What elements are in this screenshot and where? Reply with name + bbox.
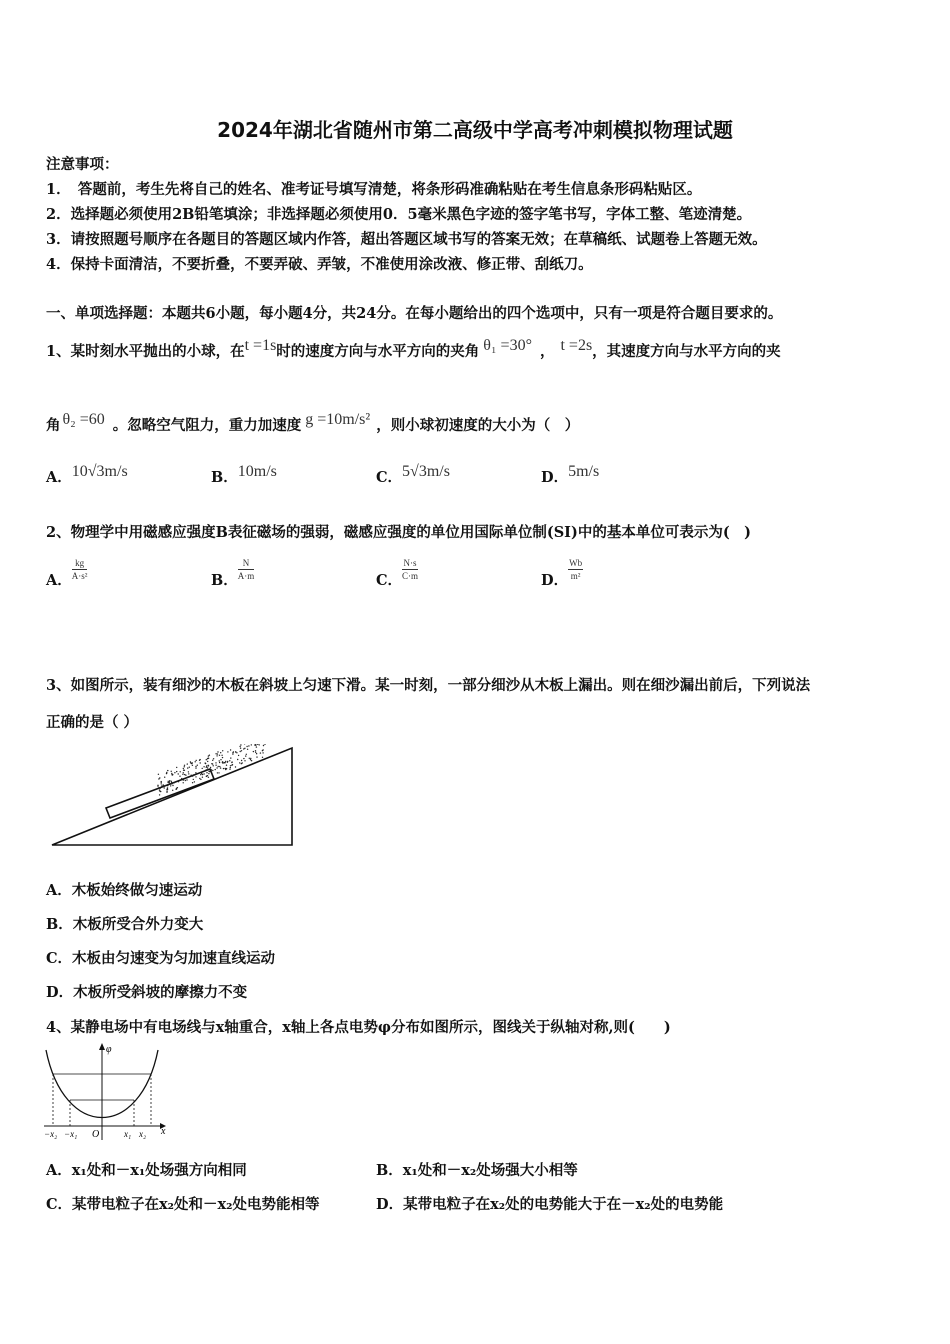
- sand-dot: [183, 768, 184, 769]
- notice-item-3: 3．请按照题号顺序在各题目的答题区域内作答，超出答题区域书写的答案无效；在草稿纸、试题卷上答题无效。: [46, 231, 767, 248]
- sand-dot: [245, 755, 246, 756]
- sand-dot: [249, 758, 250, 759]
- section-heading: 一、单项选择题：本题共6小题，每小题4分，共24分。在每小题给出的四个选项中，只有一项是符合题目要求的。: [46, 305, 783, 322]
- sand-dot: [172, 785, 173, 786]
- sand-dot: [171, 773, 172, 774]
- q2-option-b-den: A·m: [237, 571, 255, 581]
- q2-option-c-den: C·m: [402, 571, 419, 581]
- sand-dot: [179, 776, 180, 777]
- q1-option-c[interactable]: [376, 463, 450, 487]
- sand-dot: [167, 770, 168, 771]
- q1-math-g: g =10m/s²: [305, 411, 371, 428]
- sand-dot: [237, 759, 238, 760]
- q1-text-4: ，其速度方向与水平方向的夹: [592, 343, 781, 360]
- q4-option-c[interactable]: C．某带电粒子在x₂处和－x₂处电势能相等: [46, 1196, 320, 1213]
- q4-option-d[interactable]: D．某带电粒子在x₂处的电势能大于在－x₂处的电势能: [376, 1196, 724, 1213]
- q2-option-c-label: C．: [376, 572, 403, 589]
- sand-dot: [221, 755, 222, 756]
- sand-dot: [263, 745, 264, 746]
- sand-dot: [211, 770, 212, 771]
- sand-dot: [195, 772, 196, 773]
- sand-dot: [176, 771, 177, 772]
- sand-dot: [262, 757, 263, 758]
- q2-option-a-label: A．: [46, 572, 72, 589]
- sand-dot: [166, 790, 167, 791]
- sand-dot: [213, 758, 214, 759]
- sand-dot: [229, 769, 230, 770]
- sand-dot: [232, 753, 233, 754]
- sand-dot: [219, 760, 220, 761]
- x-label: x: [161, 1126, 166, 1137]
- sand-dot: [181, 778, 182, 779]
- sand-dot: [170, 785, 171, 786]
- sand-dot: [157, 785, 158, 786]
- sand-dot: [224, 762, 225, 763]
- sand-dot: [251, 744, 252, 745]
- sand-dot: [253, 751, 254, 752]
- sand-dot: [206, 769, 207, 770]
- sand-dot: [219, 766, 220, 767]
- sand-dot: [188, 776, 189, 777]
- q1-option-c-value: 5√3m/s: [402, 463, 450, 480]
- q3-option-c[interactable]: C．木板由匀速变为匀加速直线运动: [46, 950, 276, 967]
- sand-dot: [191, 775, 192, 776]
- sand-dot: [227, 751, 228, 752]
- sand-dot: [231, 761, 232, 762]
- sand-dot: [196, 773, 197, 774]
- sand-dot: [240, 744, 241, 745]
- incline-slope: [52, 748, 292, 845]
- sand-dot: [239, 746, 240, 747]
- sand-dot: [208, 773, 209, 774]
- wooden-board: [106, 769, 214, 818]
- q1-option-d-value: 5m/s: [568, 463, 600, 480]
- sand-dot: [184, 766, 185, 767]
- sand-dot: [212, 760, 213, 761]
- sand-dot: [247, 749, 248, 750]
- sand-dot: [229, 760, 230, 761]
- sand-dot: [200, 762, 201, 763]
- sand-dot: [218, 772, 219, 773]
- q2-option-b-fraction: [238, 557, 255, 582]
- sand-dot: [159, 794, 160, 795]
- sand-dot: [206, 765, 207, 766]
- sand-dot: [159, 777, 160, 778]
- notice-item-2: 2．选择题必须使用2B铅笔填涂；非选择题必须使用0．5毫米黑色字迹的签字笔书写，字体工整、笔迹清楚。: [46, 206, 752, 223]
- q1-math-theta1: θ₁ =30°: [483, 337, 532, 354]
- sand-dot: [244, 760, 245, 761]
- incline-figure: [48, 744, 298, 849]
- sand-dot: [158, 774, 159, 775]
- sand-dot: [159, 791, 160, 792]
- sand-dot: [241, 750, 242, 751]
- sand-dot: [188, 771, 189, 772]
- q4-option-b[interactable]: B．x₁处和－x₂处场强大小相等: [376, 1162, 578, 1179]
- sand-dot: [161, 785, 162, 786]
- sand-dot: [230, 765, 231, 766]
- sand-dot: [202, 777, 203, 778]
- sand-dot: [215, 769, 216, 770]
- sand-dot: [230, 749, 231, 750]
- sand-dot: [232, 752, 233, 753]
- sand-dot: [217, 751, 218, 752]
- sand-dot: [235, 766, 236, 767]
- q3-stem-line2: 正确的是（ ）: [46, 714, 139, 731]
- potential-graph: [40, 1040, 170, 1145]
- q1-option-c-label: C．: [376, 469, 403, 486]
- sand-dot: [262, 752, 263, 753]
- sand-dot: [242, 762, 243, 763]
- q2-option-b-label: B．: [211, 572, 238, 589]
- sand-dot: [246, 746, 247, 747]
- neg-x2-label: −x₂: [44, 1129, 58, 1139]
- sand-dot: [208, 777, 209, 778]
- sand-dot: [230, 767, 231, 768]
- q1-text-5: 角: [46, 417, 61, 434]
- sand-dot: [240, 748, 241, 749]
- sand-dot: [201, 773, 202, 774]
- q2-option-d-num: Wb: [569, 558, 583, 568]
- sand-dot: [184, 765, 185, 766]
- q1-option-a-value: 10√3m/s: [71, 463, 128, 480]
- sand-dot: [196, 760, 197, 761]
- sand-dot: [187, 767, 188, 768]
- sand-dot: [183, 772, 184, 773]
- sand-dot: [246, 754, 247, 755]
- sand-dot: [168, 781, 169, 782]
- q1-option-d[interactable]: [541, 463, 600, 487]
- sand-dot: [213, 765, 214, 766]
- q1-math-t2: t =2s: [560, 337, 593, 354]
- sand-dot: [206, 767, 207, 768]
- q1-stem-line2: [46, 411, 580, 435]
- sand-dot: [174, 782, 175, 783]
- sand-dot: [208, 765, 209, 766]
- sand-dot: [170, 784, 171, 785]
- sand-dot: [203, 773, 204, 774]
- q2-option-a-den: A·s²: [71, 571, 88, 581]
- sand-dot: [193, 779, 194, 780]
- q2-option-b-num: N: [238, 557, 255, 570]
- sand-dot: [195, 766, 196, 767]
- sand-dot: [194, 774, 195, 775]
- q3-option-b[interactable]: B．木板所受合外力变大: [46, 916, 204, 933]
- q1-option-a-label: A．: [46, 469, 72, 486]
- sand-dot: [217, 772, 218, 773]
- sand-dot: [222, 761, 223, 762]
- q3-option-a[interactable]: A．木板始终做匀速运动: [46, 882, 203, 899]
- q1-text-7: ，则小球初速度的大小为（ ）: [376, 417, 580, 434]
- sand-dot: [206, 759, 207, 760]
- q4-option-a[interactable]: A．x₁处和－x₁处场强方向相同: [46, 1162, 247, 1179]
- q2-option-d-label: D．: [541, 572, 569, 589]
- sand-dot: [200, 779, 201, 780]
- sand-dot: [225, 768, 226, 769]
- sand-dot: [178, 773, 179, 774]
- sand-dot: [207, 767, 208, 768]
- neg-x1-label: −x₁: [64, 1129, 78, 1139]
- sand-dot: [158, 787, 159, 788]
- q1-text-6: 。忽略空气阻力，重力加速度: [112, 417, 302, 434]
- sand-dot: [262, 750, 263, 751]
- q2-option-a[interactable]: [46, 558, 88, 590]
- sand-dot: [250, 759, 251, 760]
- q1-option-b[interactable]: [211, 463, 277, 487]
- sand-dot: [195, 776, 196, 777]
- sand-dot: [244, 744, 245, 745]
- sand-dot: [207, 761, 208, 762]
- sand-dot: [216, 767, 217, 768]
- sand-dot: [176, 788, 177, 789]
- sand-dot: [184, 770, 185, 771]
- sand-dot: [166, 773, 167, 774]
- sand-dot: [199, 778, 200, 779]
- notice-item-1: 1． 答题前，考生先将自己的姓名、准考证号填写清楚，将条形码准确粘贴在考生信息条形码粘贴区。: [46, 181, 702, 198]
- q2-option-a-num: kg: [72, 557, 88, 570]
- sand-dot: [189, 767, 190, 768]
- sand-dot: [202, 768, 203, 769]
- sand-dot: [215, 753, 216, 754]
- sand-dot: [205, 762, 206, 763]
- sand-dot: [210, 769, 211, 770]
- sand-dot: [194, 781, 195, 782]
- sand-dot: [169, 781, 170, 782]
- sand-dot: [241, 760, 242, 761]
- sand-dot: [248, 745, 249, 746]
- sand-dot: [180, 771, 181, 772]
- sand-dot: [222, 757, 223, 758]
- sand-dot: [208, 758, 209, 759]
- sand-dot: [183, 782, 184, 783]
- sand-dot: [192, 782, 193, 783]
- sand-dot: [227, 761, 228, 762]
- q1-text-2: 时的速度方向与水平方向的夹角: [276, 343, 480, 360]
- sand-dot: [167, 784, 168, 785]
- phi-label: φ: [106, 1044, 112, 1055]
- sand-dot: [251, 760, 252, 761]
- sand-dot: [212, 770, 213, 771]
- q1-option-a[interactable]: [46, 463, 128, 487]
- sand-dot: [254, 745, 255, 746]
- sand-dot: [164, 777, 165, 778]
- sand-dot: [192, 776, 193, 777]
- sand-dot: [209, 755, 210, 756]
- sand-dot: [223, 768, 224, 769]
- sand-dot: [220, 759, 221, 760]
- x2-label: x₂: [139, 1129, 147, 1139]
- sand-dot: [164, 787, 165, 788]
- sand-dot: [217, 753, 218, 754]
- sand-dot: [206, 775, 207, 776]
- sand-dot: [172, 790, 173, 791]
- sand-dot: [223, 762, 224, 763]
- sand-dot: [243, 758, 244, 759]
- sand-dot: [195, 767, 196, 768]
- sand-dot: [225, 761, 226, 762]
- q2-option-d-den: m²: [570, 571, 581, 581]
- q1-option-b-value: 10m/s: [237, 463, 277, 480]
- notice-heading: 注意事项：: [46, 156, 119, 173]
- sand-dot: [186, 779, 187, 780]
- q2-option-a-fraction: [72, 557, 88, 582]
- sand-dot: [182, 774, 183, 775]
- sand-dot: [215, 762, 216, 763]
- sand-dot: [215, 765, 216, 766]
- page-title: 2024年湖北省随州市第二高级中学高考冲刺模拟物理试题: [217, 118, 733, 142]
- q1-math-t1: t =1s: [244, 337, 277, 354]
- q2-option-d-fraction: [568, 557, 583, 582]
- sand-dot: [171, 782, 172, 783]
- q1-text-1: 1、某时刻水平抛出的小球，在: [46, 343, 245, 360]
- sand-dot: [264, 744, 265, 745]
- sand-dot: [184, 774, 185, 775]
- sand-dot: [174, 772, 175, 773]
- sand-dot: [235, 751, 236, 752]
- sand-dot: [208, 771, 209, 772]
- sand-dot: [239, 762, 240, 763]
- sand-dot: [220, 767, 221, 768]
- sand-dot: [159, 788, 160, 789]
- sand-dot: [192, 762, 193, 763]
- x1-label: x₁: [124, 1129, 132, 1139]
- sand-dot: [255, 752, 256, 753]
- sand-dot: [230, 757, 231, 758]
- sand-dot: [161, 782, 162, 783]
- sand-dot: [172, 774, 173, 775]
- sand-dot: [243, 748, 244, 749]
- sand-dot: [219, 762, 220, 763]
- sand-dot: [256, 756, 257, 757]
- notice-item-4: 4．保持卡面清洁，不要折叠，不要弄破、弄皱，不准使用涂改液、修正带、刮纸刀。: [46, 256, 593, 273]
- sand-dot: [171, 771, 172, 772]
- sand-dot: [210, 767, 211, 768]
- sand-dot: [226, 765, 227, 766]
- sand-dot: [163, 786, 164, 787]
- sand-dot: [161, 783, 162, 784]
- sand-dot: [211, 773, 212, 774]
- sand-dot: [236, 752, 237, 753]
- sand-dot: [260, 752, 261, 753]
- q1-option-b-label: B．: [211, 469, 238, 486]
- q2-stem: 2、物理学中用磁感应强度B表征磁场的强弱，磁感应强度的单位用国际单位制(SI)中的基本单位可表示为( ): [46, 524, 752, 541]
- sand-dot: [167, 787, 168, 788]
- sand-dot: [232, 764, 233, 765]
- sand-dot: [164, 785, 165, 786]
- sand-dot: [176, 767, 177, 768]
- sand-dot: [178, 781, 179, 782]
- sand-dot: [259, 744, 260, 745]
- sand-dot: [256, 746, 257, 747]
- sand-dot: [192, 765, 193, 766]
- sand-dot: [197, 765, 198, 766]
- sand-dot: [166, 789, 167, 790]
- q1-stem-line1: [46, 337, 781, 361]
- sand-dot: [206, 772, 207, 773]
- q2-option-b[interactable]: [211, 558, 255, 590]
- sand-dot: [203, 766, 204, 767]
- sand-dot: [199, 760, 200, 761]
- sand-dot: [188, 773, 189, 774]
- sand-dot: [250, 758, 251, 759]
- sand-dot: [185, 780, 186, 781]
- phi-axis-arrow: [99, 1043, 105, 1050]
- sand-dot: [212, 763, 213, 764]
- sand-dot: [216, 755, 217, 756]
- sand-dot: [195, 761, 196, 762]
- sand-dot: [222, 750, 223, 751]
- sand-dot: [183, 779, 184, 780]
- sand-dot: [172, 783, 173, 784]
- sand-dot: [240, 751, 241, 752]
- sand-dot: [255, 750, 256, 751]
- sand-dot: [219, 755, 220, 756]
- q1-math-theta2: θ₂ =60: [62, 411, 105, 428]
- q2-option-c-num: N·s: [403, 558, 417, 568]
- sand-dot: [238, 755, 239, 756]
- sand-dot: [190, 761, 191, 762]
- q3-stem-line1: 3、如图所示，装有细沙的木板在斜坡上匀速下滑。某一时刻，一部分细沙从木板上漏出。则在细沙漏出前后，下列说法: [46, 677, 811, 694]
- sand-dot: [220, 752, 221, 753]
- q2-option-c-fraction: [402, 557, 418, 582]
- q1-option-d-label: D．: [541, 469, 569, 486]
- q2-option-d[interactable]: [541, 558, 583, 590]
- origin-label: O: [92, 1129, 100, 1140]
- q1-text-3: ，: [539, 343, 555, 360]
- q4-stem: 4、某静电场中有电场线与x轴重合，x轴上各点电势φ分布如图所示，图线关于纵轴对称,则( ): [46, 1019, 671, 1036]
- sand-dot: [200, 774, 201, 775]
- sand-dot: [187, 763, 188, 764]
- sand-dot: [256, 753, 257, 754]
- sand-dot: [218, 766, 219, 767]
- q3-option-d[interactable]: D．木板所受斜坡的摩擦力不变: [46, 984, 248, 1001]
- sand-dot: [185, 775, 186, 776]
